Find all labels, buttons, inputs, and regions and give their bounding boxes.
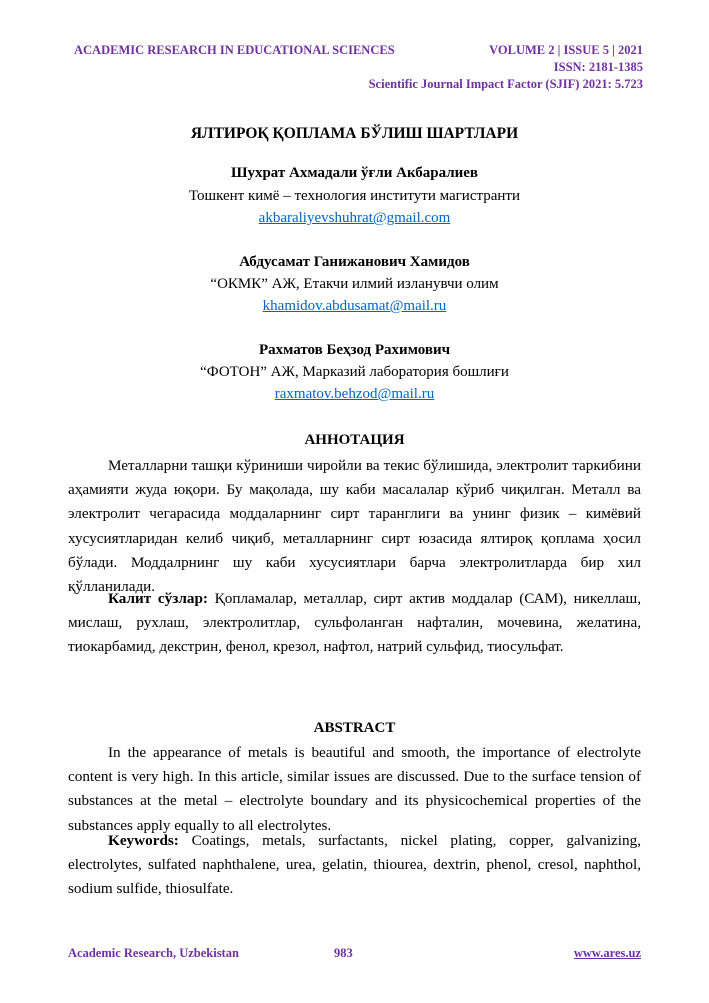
annotation-text: Металларни ташқи кўриниши чиройли ва текис бўлишида, электролит таркибини аҳамияти жуда юқори. Бу мақолада, шу каби масалалар кўриб чиқилган. Металл ва электролит чегарасида моддаларнинг сирт таранглиги ва унинг физик – кимёвий хусусиятларидан келиб чиқиб, металларнинг сирт юзасида ялтироқ қоплама ҳосил бўлади. Моддалрнинг шу каби хусусиятлари барча электролитларда бир хил қўлланилади. [68,457,641,596]
keywords-label: Калит сўзлар: [108,590,208,607]
author-name: Рахматов Беҳзод Рахимович [258,342,451,358]
keywords-label: Keywords: [108,832,179,849]
abstract-heading: ABSTRACT [313,720,396,736]
author-email-link[interactable]: raxmatov.behzod@mail.ru [274,386,435,402]
journal-name: ACADEMIC RESEARCH IN EDUCATIONAL SCIENCES [74,43,395,57]
page-number: 983 [334,946,353,960]
annotation-keywords [68,587,641,660]
impact-factor: Scientific Journal Impact Factor (SJIF) 2021: 5.723 [368,77,643,91]
annotation-heading: АННОТАЦИЯ [304,432,405,448]
paper-title: ЯЛТИРОҚ ҚОПЛАМА БЎЛИШ ШАРТЛАРИ [190,125,519,142]
volume-issue: VOLUME 2 | ISSUE 5 | 2021 [489,43,643,57]
author-name: Шухрат Ахмадали ўғли Акбаралиев [230,165,479,181]
abstract-text: In the appearance of metals is beautiful and smooth, the importance of electrolyte content is very high. In this article, similar issues are discussed. Due to the surface tension of substances at the metal – electrolyte boundary and its physicochemical properties of the substances apply equally to all electrolytes. [68,744,641,834]
author-name: Абдусамат Ганижанович Хамидов [239,254,470,270]
issn: ISSN: 2181-1385 [553,60,643,74]
keywords-list: Қопламалар, металлар, сирт актив моддалар (САМ), никеллаш, мислаш, рухлаш, электролитлар, сульфоланган нафталин, мочевина, желатина, тиокарбамид, декстрин, фенол, крезол, нафтол, натрий сульфид, тиосульфат. [68,590,642,656]
footer-publisher: Academic Research, Uzbekistan [68,946,239,960]
abstract-keywords [68,829,641,902]
website-link[interactable]: www.ares.uz [573,946,641,960]
author-affiliation: “ОКМК” АЖ, Етакчи илмий изланувчи олим [210,276,499,292]
author-affiliation: “ФОТОН” АЖ, Марказий лаборатория бошлиғи [200,364,509,380]
author-email-link[interactable]: akbaraliyevshuhrat@gmail.com [258,210,451,226]
author-affiliation: Тошкент кимё – технология институти магистранти [189,188,520,204]
keywords-list: Coatings, metals, surfactants, nickel plating, copper, galvanizing, electrolytes, sulfated naphthalene, urea, gelatin, thiourea, dextrin, phenol, cresol, naphthol, sodium sulfide, thiosulfate. [68,832,641,898]
author-email-link[interactable]: khamidov.abdusamat@mail.ru [262,298,447,314]
